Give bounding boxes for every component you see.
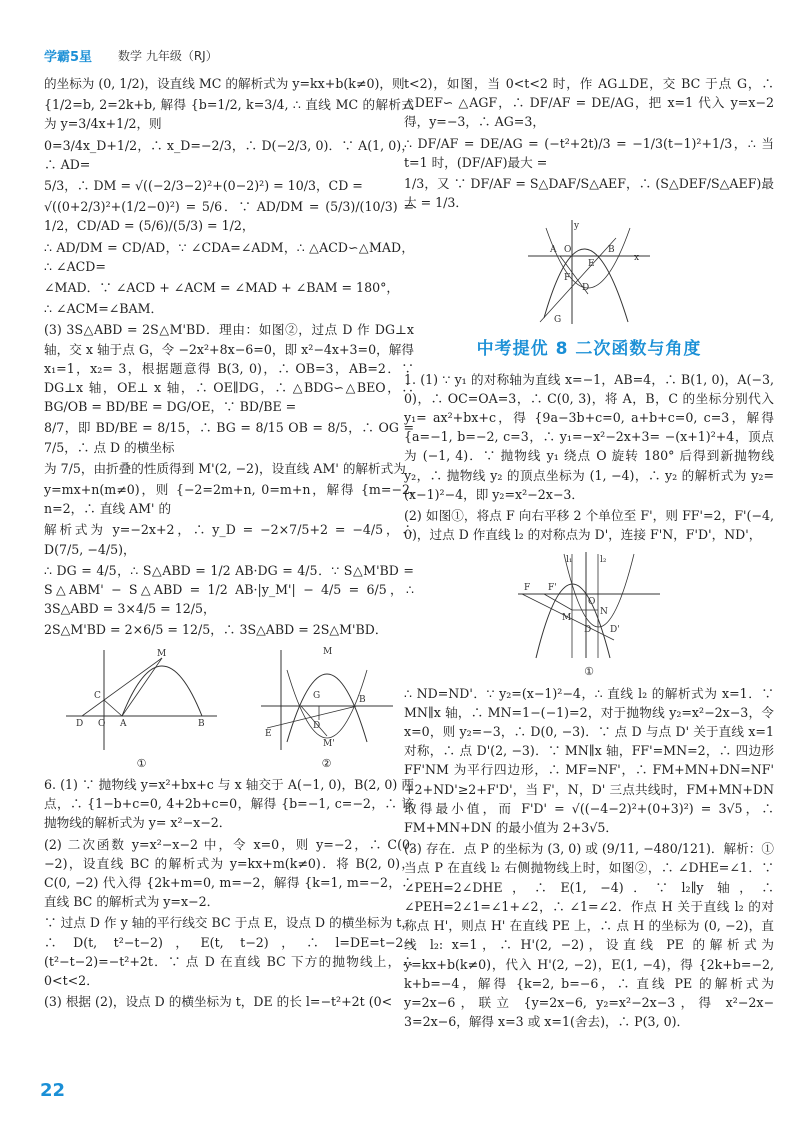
svg-text:l₂: l₂ (600, 555, 607, 566)
figure-caption: ① (584, 665, 594, 679)
paragraph: √((0+2/3)²+(1/2−0)²) = 5/6．∵ AD/DM = (5/3)/(10/3) = 1/2，CD/AD = (5/6)/(5/3) = 1/2， (44, 199, 414, 234)
page-number: 22 (40, 1080, 66, 1101)
svg-text:E: E (588, 259, 595, 270)
svg-text:B: B (197, 718, 205, 729)
left-column (44, 74, 414, 1013)
parabola-figure-2 (257, 646, 397, 754)
svg-text:D: D (75, 718, 83, 729)
brand-logo: 学霸5星 (44, 50, 93, 65)
paragraph: 为 7/5，由折叠的性质得到 M'(2, −2)，设直线 AM' 的解析式为 (44, 460, 406, 476)
svg-text:M: M (322, 646, 332, 657)
paragraph: 0=3/4x_D+1/2，∴ x_D=−2/3，∴ D(−2/3, 0)．∵ A(1, 0)，∴ AD= (44, 137, 414, 172)
svg-text:C: C (93, 690, 101, 701)
right-column (404, 74, 774, 1033)
paragraph: 解析式为 y=−2x+2，∴ y_D = −2×7/5+2 = −4/5，∴ D(7/5, −4/5)， (44, 522, 414, 557)
svg-text:l₁: l₁ (566, 555, 573, 566)
svg-text:O: O (564, 245, 572, 256)
paragraph: ∵ 过点 D 作 y 轴的平行线交 BC 于点 E，设点 D 的横坐标为 t，∴ D(t, t²−t−2)，E(t, t−2)，∴ l=DE=t−2−(t²−t−2)=−t²+2t．∵ 点 D 在直线 BC 下方的抛物线上，∴ 0<t<2． (44, 915, 414, 988)
figure-row (404, 218, 774, 326)
figure-3 (514, 550, 664, 681)
svg-text:F: F (524, 583, 531, 594)
paragraph: ∠MAD．∵ ∠ACD + ∠ACM = ∠MAD + ∠BAM = 180°， (44, 280, 399, 296)
figure-1 (62, 646, 222, 773)
svg-text:D: D (582, 283, 590, 294)
svg-text:A: A (119, 718, 126, 729)
paragraph: 2S△M'BD = 2×6/5 = 12/5，∴ 3S△ABD = 2S△M'BD． (44, 622, 388, 638)
svg-text:D: D (312, 720, 320, 731)
svg-text:G: G (312, 690, 320, 701)
svg-text:O: O (588, 597, 596, 608)
paragraph: ∴ ND=ND'．∵ y₂=(x−1)²−4，∴ 直线 l₂ 的解析式为 x=1．∵ MN∥x 轴，∴ MN=1−(−1)=2，对于抛物线 y₂=x²−2x−3，令 x=0，则 y₂=−3，∴ D(0, −3)．∵ 点 D 与点 D' 关于直线 x=1 对称，∴ 点 D'(2, −3)．∵ MN∥x 轴，FF'=MN=2，∴ 四边形 FF'NM 为平行四边形，∴ MF=NF'，∴ FM+MN+DN=NF' +2+ND'≥2+F'D'，当 F'，N，D' 三点共线时，FM+MN+DN 取得最小值，而 F'D' = √((−4−2)²+(0+3)²) = 3√5，∴ FM+MN+DN 的最小值为 2+3√5． (404, 685, 774, 836)
svg-text:D': D' (610, 625, 620, 636)
svg-text:y: y (574, 221, 580, 232)
paragraph: ∴ DF/AF = DE/AG = (−t²+2t)/3 = −1/3(t−1)²+1/3，∴ 当 t=1 时，(DF/AF)最大 = (404, 135, 774, 170)
svg-text:B: B (358, 694, 366, 705)
paragraph: (2) 如图①，将点 F 向右平移 2 个单位至 F'，则 FF'=2，F'(−4, 0)，过点 D 作直线 l₂ 的对称点为 D'，连接 F'N，F'D'，ND'， (404, 508, 774, 543)
parabola-figure-1 (62, 646, 222, 754)
paragraph: {1/2=b, 2=2k+b, 解得 {b=1/2, k=3/4, ∴ 直线 MC 的解析式为 y=3/4x+1/2，则 (44, 97, 414, 132)
svg-text:A: A (550, 245, 557, 256)
svg-text:F: F (564, 273, 571, 284)
paragraph: ∴ ∠ACM=∠BAM． (44, 301, 164, 317)
svg-text:G: G (554, 315, 562, 326)
paragraph: 1/3，又 ∵ DF/AF = S△DAF/S△AEF，∴ (S△DEF/S△AEF)最大 = 1/3． (404, 176, 774, 211)
paragraph: 1. (1) ∵ y₁ 的对称轴为直线 x=−1，AB=4，∴ B(1, 0)，A(−3, 0)，∴ OC=OA=3，∴ C(0, 3)，将 A，B，C 的坐标分别代入 y₁= ax²+bx+c，得 {9a−3b+c=0, a+b+c=0, c=3，解得 {a=−1, b=−2, c=3，∴ y₁=−x²−2x+3= −(x+1)²+4，顶点为 (−1, 4)．∵ 抛物线 y₁ 绕点 O 旋转 180° 后得到新抛物线 y₂，∴ 抛物线 y₂ 的顶点坐标为 (1, −4)，∴ y₂ 的解析式为 y₂=(x−1)²−4，即 y₂=x²−2x−3． (404, 371, 774, 502)
figure-row (44, 646, 414, 773)
svg-text:E: E (264, 728, 272, 739)
svg-text:M': M' (322, 738, 335, 749)
svg-text:O: O (97, 718, 105, 729)
svg-text:M: M (156, 648, 166, 659)
svg-text:B: B (608, 245, 615, 256)
section-title: 中考提优 8 二次函数与角度 (476, 339, 702, 360)
svg-text:N: N (600, 607, 608, 618)
paragraph: (3) 3S△ABD = 2S△M'BD．理由：如图②，过点 D 作 DG⊥x 轴，交 x 轴于点 G，令 −2x²+8x−6=0，即 x²−4x+3=0，解得 x₁=1，x₂= 3，根据题意得 B(3, 0)，∴ OB=3，AB=2．∵ DG⊥x 轴，OE⊥ x 轴，∴ OE∥DG，∴ △BDG∽△BEO，∴ BG/OB = BD/BE = DG/OE，∵ BD/BE = (44, 322, 414, 415)
paragraph: ∴ AD/DM = CD/AD，∵ ∠CDA=∠ADM，∴ △ACD∽△MAD，∴ ∠ACD= (44, 239, 414, 274)
paragraph: 6. (1) ∵ 抛物线 y=x²+bx+c 与 x 轴交于 A(−1, 0)，B(2, 0) 两点，∴ {1−b+c=0, 4+2b+c=0，解得 {b=−1, c=−2，∴ 该抛物线的解析式为 y= x²−x−2． (44, 776, 414, 831)
paragraph: (3) 根据 (2)，设点 D 的横坐标为 t，DE 的长 l=−t²+2t (0< (44, 994, 393, 1010)
svg-text:F': F' (548, 583, 557, 594)
svg-text:D: D (584, 625, 592, 636)
page-header (0, 0, 800, 66)
svg-text:M: M (562, 613, 572, 624)
figure-caption: ① (136, 756, 147, 770)
paragraph: y=mx+n(m≠0)，则 {−2=2m+n, 0=m+n，解得 {m=−2, n=2，∴ 直线 AM' 的 (44, 482, 414, 517)
parabola-figure-small (524, 218, 654, 326)
paragraph: t<2)，如图，当 0<t<2 时，作 AG⊥DE，交 BC 于点 G，∴ △DEF∽ △AGF，∴ DF/AF = DE/AG，把 x=1 代入 y=x−2 得，y=−3，∴ AG=3， (404, 76, 774, 130)
paragraph: 5/3，∴ DM = √((−2/3−2)²+(0−2)²) = 10/3，CD = (44, 178, 363, 194)
figure-row (404, 550, 774, 681)
paragraph: (3) 存在．点 P 的坐标为 (3, 0) 或 (9/11, −480/121)．解析：① 当点 P 在直线 l₂ 右侧抛物线上时，如图②，∴ ∠DHE=∠1．∵ ∠PEH=2∠DHE，∴ E(1, −4)．∵ l₂∥y 轴，∴ ∠PEH=2∠1=∠1+∠2，∴ ∠1=∠2．作点 H 关于直线 l₂ 的对称点 H'，则点 H' 在直线 PE 上，∴ 点 H 的坐标为 (0, −2)，直线 l₂: x=1，∴ H'(2, −2)，设直线 PE 的解析式为 y=kx+b(k≠0)，代入 H'(2, −2)，E(1, −4)，得 {2k+b=−2, k+b=−4，解得 {k=2, b=−6，∴ 直线 PE 的解析式为 y=2x−6，联立 {y=2x−6, y₂=x²−2x−3，得 x²−2x− 3=2x−6，解得 x=3 或 x=1(舍去)，∴ P(3, 0)． (404, 841, 774, 1030)
paragraph: 8/7，即 BD/BE = 8/15，∴ BG = 8/15 OB = 8/5，∴ OG = 7/5，∴ 点 D 的横坐标 (44, 420, 414, 455)
paragraph: ∴ DG = 4/5，∴ S△ABD = 1/2 AB·DG = 4/5．∵ S△M'BD = S△ABM' − S△ABD = 1/2 AB·|y_M'| − 4/5 = 6/5，∴ 3S△ABD = 3×4/5 = 12/5， (44, 562, 414, 617)
paragraph: 的坐标为 (0, 1/2)，设直线 MC 的解析式为 y=kx+b(k≠0)，则 (44, 76, 405, 91)
parabola-figure-3 (514, 550, 664, 662)
figure-caption: ② (321, 756, 332, 770)
paragraph: (2) 二次函数 y=x²−x−2 中，令 x=0，则 y=−2，∴ C(0, −2)，设直线 BC 的解析式为 y=kx+m(k≠0)．将 B(2, 0)，C(0, −2) 代入得 {2k+m=0, m=−2，解得 {k=1, m=−2，∴ 直线 BC 的解析式为 y=x−2． (44, 836, 414, 910)
svg-text:x: x (634, 253, 640, 264)
figure-2 (257, 646, 397, 773)
subject-grade: 数学 九年级（RJ） (118, 49, 218, 63)
